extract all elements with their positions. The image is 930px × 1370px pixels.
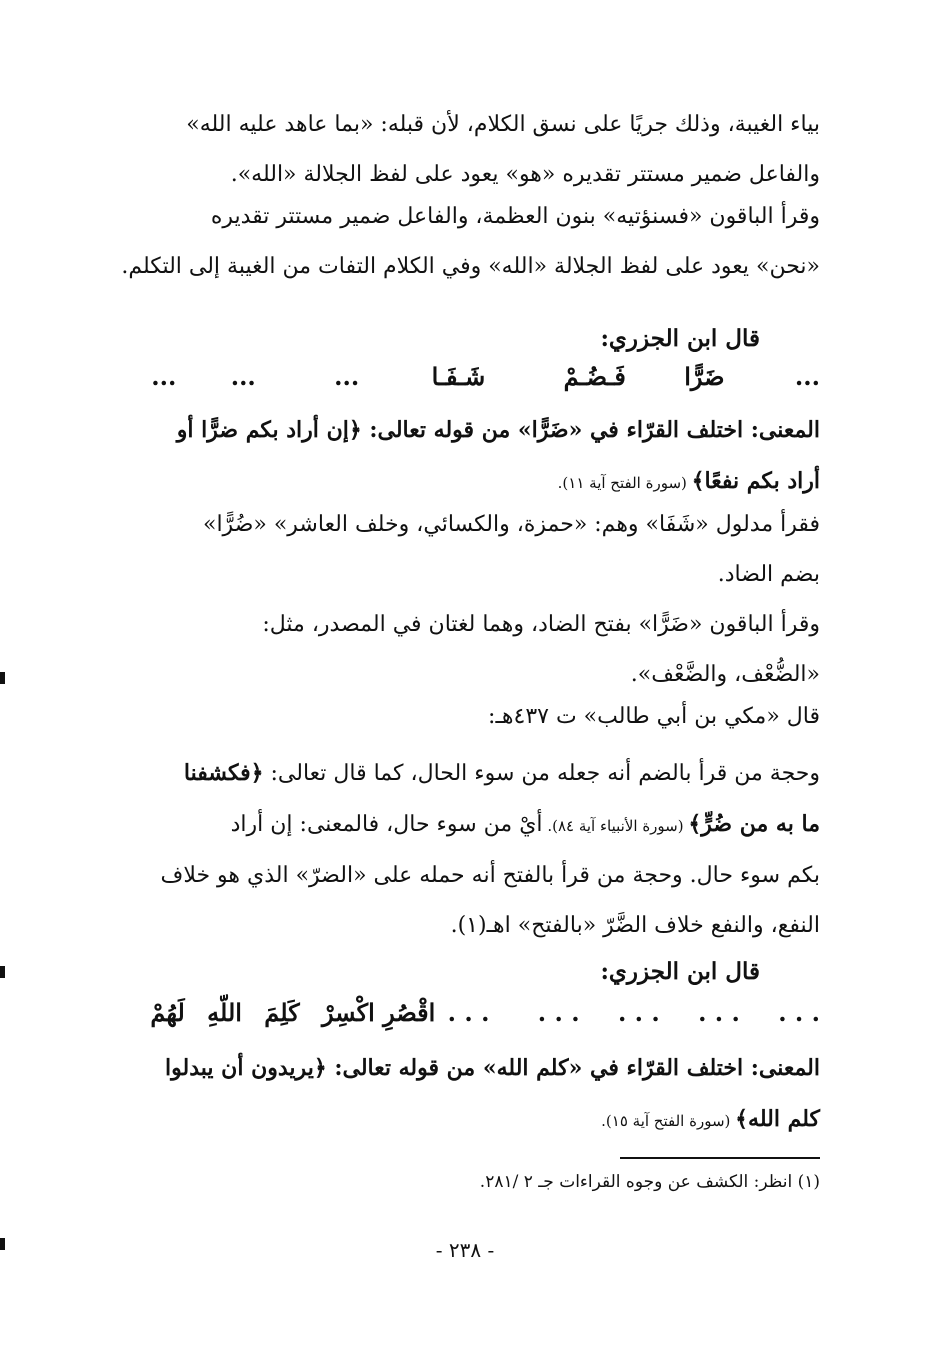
verse-1-word: شَـفَـا xyxy=(431,362,486,391)
paragraph-7-text: وحجة من قرأ بالضم أنه جعله من سوء الحال، كما قال تعالى: xyxy=(263,761,820,786)
quran-quote: ما به من ضُرٍّ﴾ xyxy=(688,811,820,837)
paragraph-8 xyxy=(112,1043,820,1146)
scan-edge-mark xyxy=(0,1238,5,1250)
verse-1-ellipsis: ... xyxy=(794,362,820,391)
paragraph-6-line-1: قال «مكي بن أبي طالب» ت ٤٣٧هـ: xyxy=(488,704,820,729)
verse-2-ellipsis: . . . xyxy=(778,998,820,1027)
verse-2-word: لَهُمْ xyxy=(150,998,185,1027)
paragraph-4-line-1: فقرأ مدلول «شَفَا» وهم: «حمزة، والكسائي، وخلف العاشر» «ضُرًّا» xyxy=(202,512,820,537)
paragraph-4-line-2: بضم الضاد. xyxy=(717,562,820,587)
surah-reference: (سورة الفتح آية ١١). xyxy=(557,474,692,492)
paragraph-7-line-4: النفع، والنفع خلاف الضَّرّ «بالفتح» اهـ(١). xyxy=(450,913,820,938)
verse-1-ellipsis: ... xyxy=(230,362,256,391)
section-heading-2: قال ابن الجزري: xyxy=(600,958,760,985)
paragraph-7-line-3: بكم سوء حال. وحجة من قرأ بالفتح أنه حمله على «الضرّ» الذي هو خلاف xyxy=(160,863,820,888)
section-heading-1: قال ابن الجزري: xyxy=(600,325,760,352)
paragraph-5-line-2: «الضُّعْف، والضَّعْف». xyxy=(630,662,820,687)
paragraph-1-line-2: والفاعل ضمير مستتر تقديره «هو» يعود على لفظ الجلالة «الله». xyxy=(230,162,820,187)
paragraph-4 xyxy=(112,500,820,600)
paragraph-7 xyxy=(112,748,820,951)
paragraph-8-line-1 xyxy=(112,1043,820,1094)
paragraph-2 xyxy=(112,192,820,292)
quran-quote: كلم الله﴾ xyxy=(735,1106,820,1132)
surah-reference: (سورة الأنبياء آية ٨٤). xyxy=(542,817,689,835)
verse-line-1 xyxy=(112,362,820,391)
quran-quote: أراد بكم نفعًا﴾ xyxy=(691,468,820,494)
paragraph-7-line-1 xyxy=(112,748,820,799)
paragraph-3-text: المعنى: اختلف القرّاء في «ضَرًّا» من قوله تعالى: xyxy=(361,417,820,443)
footnote-divider xyxy=(620,1157,820,1159)
quran-quote: ﴿إن أراد بكم ضرًّا أو xyxy=(176,417,362,443)
page-number: - ٢٣٨ - xyxy=(435,1238,495,1262)
verse-2-word: كَلِمَ xyxy=(264,998,300,1027)
verse-2-word: اللّهِ xyxy=(207,998,242,1027)
paragraph-1-line-1: بياء الغيبة، وذلك جريًا على نسق الكلام، لأن قبله: «بما عاهد عليه الله» xyxy=(186,112,820,137)
surah-reference: (سورة الفتح آية ١٥). xyxy=(601,1112,736,1130)
verse-1-word: ضَرًّا xyxy=(684,362,725,391)
verse-1-ellipsis: ... xyxy=(334,362,360,391)
verse-2-ellipsis: . . . xyxy=(447,998,490,1027)
scan-edge-mark xyxy=(0,966,5,978)
verse-1-word: فَـضُـمْ xyxy=(563,362,626,391)
paragraph-6 xyxy=(112,692,820,742)
verse-2-word: اقْصُرِ اكْسِرْ xyxy=(322,998,436,1027)
paragraph-5-line-1: وقرأ الباقون «ضَرًّا» بفتح الضاد، وهما لغتان في المصدر، مثل: xyxy=(262,612,820,637)
paragraph-8-line-2 xyxy=(112,1094,820,1146)
footnote: (١) انظر: الكشف عن وجوه القراءات جـ ٢ /٢٨١. xyxy=(479,1172,820,1192)
paragraph-5 xyxy=(112,600,820,700)
verse-2-ellipsis: . . . xyxy=(698,998,740,1027)
paragraph-2-line-1: وقرأ الباقون «فسنؤتيه» بنون العظمة، والفاعل ضمير مستتر تقديره xyxy=(210,204,820,229)
paragraph-7-line-2 xyxy=(112,799,820,851)
paragraph-3 xyxy=(112,405,820,508)
verse-1-ellipsis: ... xyxy=(151,362,177,391)
verse-line-2 xyxy=(112,998,820,1027)
paragraph-7-text: أيْ من سوء حال، فالمعنى: إن أراد xyxy=(230,812,543,837)
verse-2-ellipsis: . . . xyxy=(617,998,660,1027)
paragraph-3-line-1 xyxy=(112,405,820,456)
scan-edge-mark xyxy=(0,672,5,684)
quran-quote: ﴿فكشفنا xyxy=(183,760,264,786)
paragraph-8-text: المعنى: اختلف القرّاء في «كلم الله» من قوله تعالى: xyxy=(326,1055,820,1081)
paragraph-2-line-2: «نحن» يعود على لفظ الجلالة «الله» وفي الكلام التفات من الغيبة إلى التكلم. xyxy=(121,254,820,279)
verse-2-ellipsis: . . . xyxy=(537,998,580,1027)
paragraph-1 xyxy=(112,100,820,200)
quran-quote: ﴿يريدون أن يبدلوا xyxy=(165,1055,327,1081)
